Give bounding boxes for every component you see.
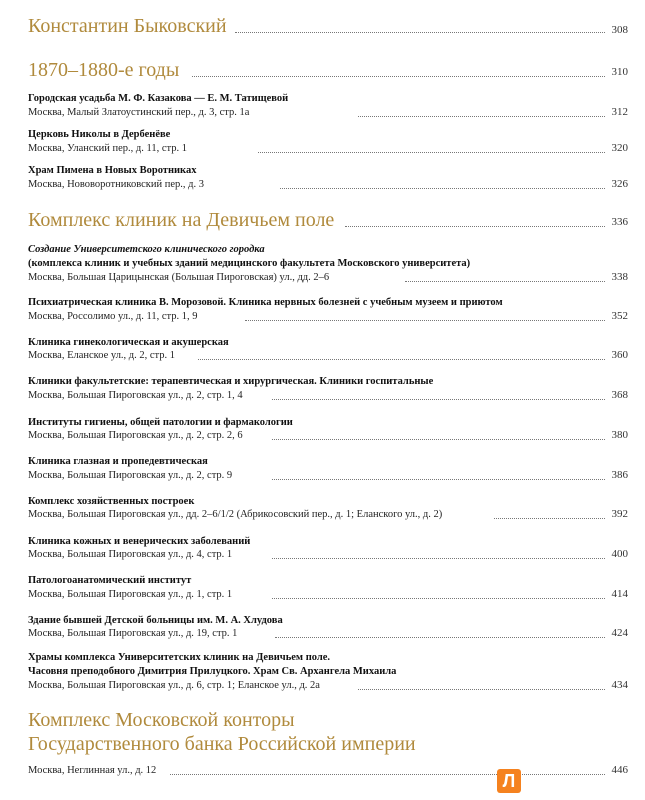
entry-address: Москва, Нововоротниковский пер., д. 3 (28, 179, 204, 190)
page-number: 336 (611, 216, 628, 228)
page-number: 308 (611, 24, 628, 36)
leader-line (272, 558, 605, 559)
leader-line (272, 479, 605, 480)
leader-line (275, 637, 605, 638)
entry-title: Комплекс хозяйственных построек (28, 496, 195, 507)
page-number: 434 (611, 679, 628, 691)
leader-line (358, 689, 605, 690)
entry-address: Москва, Неглинная ул., д. 12 (28, 765, 157, 776)
leader-line (345, 226, 605, 227)
page-number: 386 (611, 469, 628, 481)
page-number: 368 (611, 389, 628, 401)
publisher-logo-icon: Л (497, 769, 521, 793)
leader-line (198, 359, 605, 360)
page-number: 320 (611, 142, 628, 154)
page-number: 446 (611, 764, 628, 776)
entry-address: Москва, Большая Царицынская (Большая Пироговская) ул., дд. 2–6 (28, 272, 330, 283)
entry-address: Москва, Большая Пироговская ул., д. 2, стр. 2, 6 (28, 430, 243, 441)
page-number: 414 (611, 588, 628, 600)
entry-title-line2: Часовня преподобного Димитрия Прилуцкого. Храм Св. Архангела Михаила (28, 666, 397, 677)
entry-address: Москва, Малый Златоустинский пер., д. 3, стр. 1а (28, 107, 250, 118)
section-title-line2: Государственного банка Российской империи (28, 733, 416, 755)
entry-title: Институты гигиены, общей патологии и фармакологии (28, 417, 293, 428)
page-number: 424 (611, 627, 628, 639)
entry-address: Москва, Большая Пироговская ул., д. 1, стр. 1 (28, 589, 233, 600)
entry-title: Храм Пимена в Новых Воротниках (28, 165, 197, 176)
entry-address: Москва, Большая Пироговская ул., д. 4, стр. 1 (28, 549, 233, 560)
page-number: 380 (611, 429, 628, 441)
section-title: 1870–1880-е годы (28, 59, 180, 81)
leader-line (245, 320, 605, 321)
entry-address: Москва, Большая Пироговская ул., дд. 2–6/1/2 (Абрикосовский пер., д. 1; Еланского ул., д. 2) (28, 509, 443, 520)
leader-line (192, 76, 605, 77)
section-title: Комплекс Московской конторы (28, 709, 295, 731)
leader-line (358, 116, 605, 117)
entry-address: Москва, Большая Пироговская ул., д. 6, стр. 1; Еланское ул., д. 2а (28, 680, 320, 691)
entry-title: Церковь Николы в Дербенёве (28, 129, 171, 140)
section-title: Константин Быковский (28, 15, 227, 37)
page-number: 326 (611, 178, 628, 190)
entry-address: Москва, Большая Пироговская ул., д. 2, стр. 9 (28, 470, 233, 481)
leader-line (280, 188, 605, 189)
page-number: 312 (611, 106, 628, 118)
entry-title: Патологоанатомический институт (28, 575, 192, 586)
entry-title: Клиники факультетские: терапевтическая и хирургическая. Клиники госпитальные (28, 376, 434, 387)
entry-title: Клиника глазная и пропедевтическая (28, 456, 208, 467)
page-number: 400 (611, 548, 628, 560)
leader-line (272, 399, 605, 400)
entry-address: Москва, Уланский пер., д. 11, стр. 1 (28, 143, 187, 154)
entry-title: Городская усадьба М. Ф. Казакова — Е. М. Татищевой (28, 93, 289, 104)
entry-title: Клиника гинекологическая и акушерская (28, 337, 229, 348)
leader-line (170, 774, 605, 775)
leader-line (235, 32, 605, 33)
page-number: 352 (611, 310, 628, 322)
section-title: Комплекс клиник на Девичьем поле (28, 209, 335, 231)
entry-title-line2: (комплекса клиник и учебных зданий медицинского факультета Московского университета) (28, 258, 471, 269)
entry-address: Москва, Еланское ул., д. 2, стр. 1 (28, 350, 176, 361)
entry-address: Москва, Большая Пироговская ул., д. 19, стр. 1 (28, 628, 238, 639)
entry-address: Москва, Россолимо ул., д. 11, стр. 1, 9 (28, 311, 198, 322)
entry-title: Психиатрическая клиника В. Морозовой. Клиника нервных болезней с учебным музеем и приютом (28, 297, 503, 308)
page-number: 310 (611, 66, 628, 78)
leader-line (405, 281, 605, 282)
leader-line (494, 518, 605, 519)
page-number: 338 (611, 271, 628, 283)
entry-title: Храмы комплекса Университетских клиник на Девичьем поле. (28, 652, 331, 663)
entry-title: Здание бывшей Детской больницы им. М. А. Хлудова (28, 615, 283, 626)
page-number: 392 (611, 508, 628, 520)
leader-line (272, 598, 605, 599)
leader-line (272, 439, 605, 440)
page-number: 360 (611, 349, 628, 361)
entry-title: Клиника кожных и венерических заболеваний (28, 536, 251, 547)
entry-title: Создание Университетского клинического городка (28, 244, 265, 255)
leader-line (258, 152, 605, 153)
entry-address: Москва, Большая Пироговская ул., д. 2, стр. 1, 4 (28, 390, 243, 401)
